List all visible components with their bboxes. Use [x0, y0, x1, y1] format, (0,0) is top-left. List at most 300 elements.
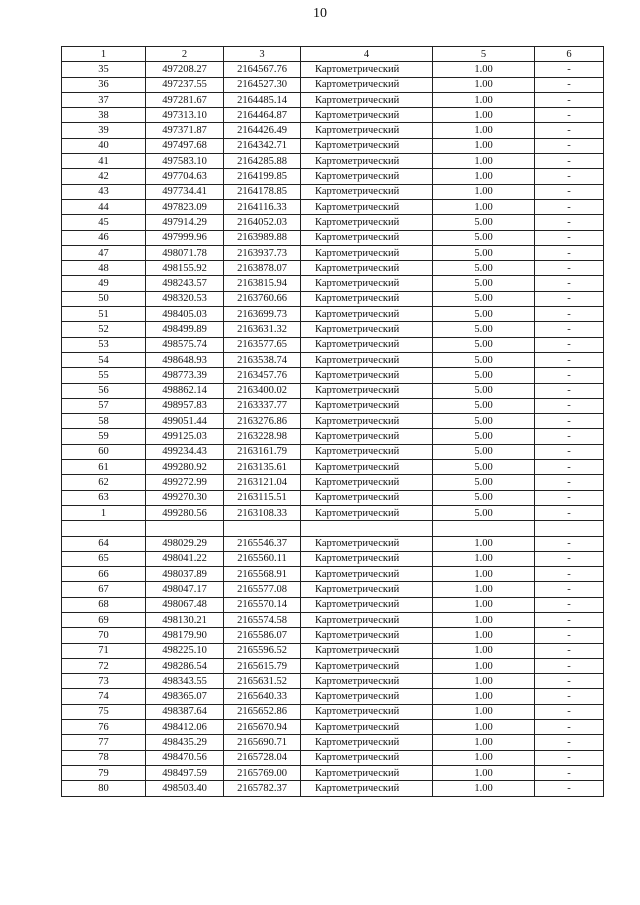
x-coordinate-cell: 498179.90 — [146, 628, 224, 643]
y-coordinate-cell: 2163115.51 — [224, 490, 301, 505]
method-cell: Картометрический — [301, 582, 433, 597]
method-cell: Картометрический — [301, 383, 433, 398]
table-row — [62, 460, 604, 475]
note-cell: - — [535, 261, 604, 276]
point-number-cell: 46 — [62, 230, 146, 245]
point-number-cell: 67 — [62, 582, 146, 597]
method-cell: Картометрический — [301, 720, 433, 735]
x-coordinate-cell: 498365.07 — [146, 689, 224, 704]
y-coordinate-cell: 2163228.98 — [224, 429, 301, 444]
accuracy-cell: 5.00 — [433, 337, 535, 352]
y-coordinate-cell: 2163878.07 — [224, 261, 301, 276]
accuracy-cell: 5.00 — [433, 398, 535, 413]
accuracy-cell: 5.00 — [433, 245, 535, 260]
y-coordinate-cell: 2165631.52 — [224, 674, 301, 689]
note-cell: - — [535, 169, 604, 184]
point-number-cell: 78 — [62, 750, 146, 765]
note-cell: - — [535, 77, 604, 92]
x-coordinate-cell — [146, 521, 224, 536]
x-coordinate-cell: 497823.09 — [146, 199, 224, 214]
y-coordinate-cell: 2163276.86 — [224, 414, 301, 429]
method-cell: Картометрический — [301, 77, 433, 92]
method-cell: Картометрический — [301, 704, 433, 719]
table-row — [62, 123, 604, 138]
x-coordinate-cell: 498286.54 — [146, 658, 224, 673]
y-coordinate-cell: 2165782.37 — [224, 781, 301, 796]
table-row — [62, 781, 604, 796]
point-number-cell: 40 — [62, 138, 146, 153]
note-cell: - — [535, 460, 604, 475]
column-header: 2 — [146, 47, 224, 62]
note-cell: - — [535, 689, 604, 704]
x-coordinate-cell: 497281.67 — [146, 92, 224, 107]
method-cell: Картометрический — [301, 261, 433, 276]
x-coordinate-cell: 498575.74 — [146, 337, 224, 352]
y-coordinate-cell: 2164485.14 — [224, 92, 301, 107]
accuracy-cell: 1.00 — [433, 169, 535, 184]
column-header: 1 — [62, 47, 146, 62]
accuracy-cell: 1.00 — [433, 567, 535, 582]
method-cell: Картометрический — [301, 138, 433, 153]
point-number-cell: 62 — [62, 475, 146, 490]
method-cell: Картометрический — [301, 781, 433, 796]
point-number-cell: 47 — [62, 245, 146, 260]
note-cell: - — [535, 291, 604, 306]
note-cell: - — [535, 567, 604, 582]
point-number-cell: 50 — [62, 291, 146, 306]
accuracy-cell: 1.00 — [433, 77, 535, 92]
method-cell: Картометрический — [301, 169, 433, 184]
table-row — [62, 429, 604, 444]
method-cell: Картометрический — [301, 215, 433, 230]
note-cell: - — [535, 199, 604, 214]
y-coordinate-cell: 2165769.00 — [224, 765, 301, 780]
point-number-cell: 61 — [62, 460, 146, 475]
x-coordinate-cell: 498648.93 — [146, 352, 224, 367]
point-number-cell: 57 — [62, 398, 146, 413]
accuracy-cell: 1.00 — [433, 765, 535, 780]
y-coordinate-cell: 2165577.08 — [224, 582, 301, 597]
method-cell: Картометрический — [301, 643, 433, 658]
table-row — [62, 628, 604, 643]
note-cell: - — [535, 62, 604, 77]
point-number-cell: 41 — [62, 154, 146, 169]
method-cell: Картометрический — [301, 551, 433, 566]
method-cell: Картометрический — [301, 398, 433, 413]
table-row — [62, 184, 604, 199]
table-row — [62, 750, 604, 765]
note-cell: - — [535, 475, 604, 490]
table-row — [62, 689, 604, 704]
method-cell: Картометрический — [301, 628, 433, 643]
note-cell: - — [535, 230, 604, 245]
accuracy-cell: 1.00 — [433, 199, 535, 214]
table-row — [62, 444, 604, 459]
point-number-cell: 53 — [62, 337, 146, 352]
x-coordinate-cell: 498029.29 — [146, 536, 224, 551]
point-number-cell: 35 — [62, 62, 146, 77]
table-row — [62, 230, 604, 245]
note-cell: - — [535, 352, 604, 367]
x-coordinate-cell: 497999.96 — [146, 230, 224, 245]
method-cell — [301, 521, 433, 536]
table-row — [62, 199, 604, 214]
x-coordinate-cell: 499270.30 — [146, 490, 224, 505]
accuracy-cell: 1.00 — [433, 674, 535, 689]
accuracy-cell: 1.00 — [433, 154, 535, 169]
table-row — [62, 92, 604, 107]
point-number-cell: 42 — [62, 169, 146, 184]
note-cell: - — [535, 490, 604, 505]
point-number-cell: 49 — [62, 276, 146, 291]
y-coordinate-cell: 2164426.49 — [224, 123, 301, 138]
table-row — [62, 77, 604, 92]
y-coordinate-cell: 2165570.14 — [224, 597, 301, 612]
method-cell: Картометрический — [301, 154, 433, 169]
point-number-cell: 65 — [62, 551, 146, 566]
point-number-cell: 69 — [62, 612, 146, 627]
point-number-cell: 58 — [62, 414, 146, 429]
x-coordinate-cell: 498503.40 — [146, 781, 224, 796]
x-coordinate-cell: 498343.55 — [146, 674, 224, 689]
accuracy-cell: 1.00 — [433, 643, 535, 658]
table-row — [62, 567, 604, 582]
method-cell: Картометрический — [301, 612, 433, 627]
method-cell: Картометрический — [301, 429, 433, 444]
table-body — [62, 62, 604, 796]
x-coordinate-cell: 498405.03 — [146, 307, 224, 322]
method-cell: Картометрический — [301, 368, 433, 383]
table-row — [62, 169, 604, 184]
note-cell: - — [535, 245, 604, 260]
table-row — [62, 322, 604, 337]
accuracy-cell: 1.00 — [433, 735, 535, 750]
x-coordinate-cell: 498773.39 — [146, 368, 224, 383]
table-row — [62, 337, 604, 352]
note-cell: - — [535, 184, 604, 199]
point-number-cell: 64 — [62, 536, 146, 551]
y-coordinate-cell: 2164052.03 — [224, 215, 301, 230]
table-row — [62, 658, 604, 673]
y-coordinate-cell: 2165640.33 — [224, 689, 301, 704]
method-cell: Картометрический — [301, 184, 433, 199]
note-cell: - — [535, 582, 604, 597]
note-cell: - — [535, 368, 604, 383]
method-cell: Картометрический — [301, 689, 433, 704]
x-coordinate-cell: 498071.78 — [146, 245, 224, 260]
x-coordinate-cell: 498320.53 — [146, 291, 224, 306]
note-cell: - — [535, 123, 604, 138]
note-cell — [535, 521, 604, 536]
x-coordinate-cell: 498412.06 — [146, 720, 224, 735]
x-coordinate-cell: 498497.59 — [146, 765, 224, 780]
page-number: 10 — [313, 6, 327, 21]
accuracy-cell: 5.00 — [433, 307, 535, 322]
point-number-cell: 74 — [62, 689, 146, 704]
y-coordinate-cell: 2164527.30 — [224, 77, 301, 92]
table-row — [62, 720, 604, 735]
method-cell: Картометрический — [301, 658, 433, 673]
x-coordinate-cell: 498499.89 — [146, 322, 224, 337]
accuracy-cell: 1.00 — [433, 597, 535, 612]
x-coordinate-cell: 499125.03 — [146, 429, 224, 444]
method-cell: Картометрический — [301, 567, 433, 582]
point-number-cell: 79 — [62, 765, 146, 780]
y-coordinate-cell: 2163699.73 — [224, 307, 301, 322]
point-number-cell: 43 — [62, 184, 146, 199]
x-coordinate-cell: 498387.64 — [146, 704, 224, 719]
method-cell: Картометрический — [301, 765, 433, 780]
method-cell: Картометрический — [301, 460, 433, 475]
accuracy-cell: 5.00 — [433, 475, 535, 490]
method-cell: Картометрический — [301, 674, 433, 689]
accuracy-cell: 1.00 — [433, 612, 535, 627]
method-cell: Картометрический — [301, 307, 433, 322]
x-coordinate-cell: 497497.68 — [146, 138, 224, 153]
y-coordinate-cell: 2163538.74 — [224, 352, 301, 367]
point-number-cell: 77 — [62, 735, 146, 750]
note-cell: - — [535, 444, 604, 459]
accuracy-cell: 1.00 — [433, 536, 535, 551]
accuracy-cell: 5.00 — [433, 505, 535, 520]
method-cell: Картометрический — [301, 108, 433, 123]
note-cell: - — [535, 643, 604, 658]
note-cell: - — [535, 429, 604, 444]
note-cell: - — [535, 704, 604, 719]
point-number-cell: 45 — [62, 215, 146, 230]
point-number-cell: 44 — [62, 199, 146, 214]
point-number-cell: 76 — [62, 720, 146, 735]
x-coordinate-cell: 497704.63 — [146, 169, 224, 184]
point-number-cell: 55 — [62, 368, 146, 383]
accuracy-cell: 1.00 — [433, 658, 535, 673]
table-row — [62, 62, 604, 77]
table-row — [62, 582, 604, 597]
table-row — [62, 735, 604, 750]
method-cell: Картометрический — [301, 199, 433, 214]
table-row — [62, 612, 604, 627]
x-coordinate-cell: 499234.43 — [146, 444, 224, 459]
table-row — [62, 108, 604, 123]
column-header: 6 — [535, 47, 604, 62]
note-cell: - — [535, 92, 604, 107]
accuracy-cell: 1.00 — [433, 551, 535, 566]
accuracy-cell: 5.00 — [433, 444, 535, 459]
y-coordinate-cell: 2163760.66 — [224, 291, 301, 306]
accuracy-cell: 5.00 — [433, 368, 535, 383]
method-cell: Картометрический — [301, 597, 433, 612]
accuracy-cell: 1.00 — [433, 689, 535, 704]
column-header: 3 — [224, 47, 301, 62]
point-number-cell: 54 — [62, 352, 146, 367]
point-number-cell: 75 — [62, 704, 146, 719]
x-coordinate-cell: 498155.92 — [146, 261, 224, 276]
point-number-cell: 73 — [62, 674, 146, 689]
accuracy-cell: 5.00 — [433, 261, 535, 276]
note-cell: - — [535, 138, 604, 153]
table-row — [62, 138, 604, 153]
note-cell: - — [535, 765, 604, 780]
accuracy-cell: 5.00 — [433, 230, 535, 245]
note-cell: - — [535, 720, 604, 735]
table-row — [62, 551, 604, 566]
method-cell: Картометрический — [301, 62, 433, 77]
point-number-cell: 39 — [62, 123, 146, 138]
table-row — [62, 490, 604, 505]
accuracy-cell: 1.00 — [433, 582, 535, 597]
x-coordinate-cell: 499051.44 — [146, 414, 224, 429]
point-number-cell: 37 — [62, 92, 146, 107]
y-coordinate-cell: 2163989.88 — [224, 230, 301, 245]
accuracy-cell: 1.00 — [433, 628, 535, 643]
note-cell: - — [535, 612, 604, 627]
x-coordinate-cell: 497313.10 — [146, 108, 224, 123]
point-number-cell: 51 — [62, 307, 146, 322]
method-cell: Картометрический — [301, 475, 433, 490]
point-number-cell: 38 — [62, 108, 146, 123]
accuracy-cell: 1.00 — [433, 781, 535, 796]
method-cell: Картометрический — [301, 490, 433, 505]
point-number-cell: 59 — [62, 429, 146, 444]
note-cell: - — [535, 307, 604, 322]
table-row — [62, 704, 604, 719]
table-row — [62, 414, 604, 429]
y-coordinate-cell: 2164199.85 — [224, 169, 301, 184]
point-number-cell: 48 — [62, 261, 146, 276]
y-coordinate-cell: 2165670.94 — [224, 720, 301, 735]
note-cell: - — [535, 597, 604, 612]
accuracy-cell: 1.00 — [433, 720, 535, 735]
note-cell: - — [535, 108, 604, 123]
accuracy-cell: 5.00 — [433, 383, 535, 398]
x-coordinate-cell: 497371.87 — [146, 123, 224, 138]
y-coordinate-cell: 2165615.79 — [224, 658, 301, 673]
table-row — [62, 291, 604, 306]
x-coordinate-cell: 498470.56 — [146, 750, 224, 765]
x-coordinate-cell: 498243.57 — [146, 276, 224, 291]
accuracy-cell: 1.00 — [433, 108, 535, 123]
x-coordinate-cell: 498130.21 — [146, 612, 224, 627]
y-coordinate-cell: 2163135.61 — [224, 460, 301, 475]
y-coordinate-cell: 2165690.71 — [224, 735, 301, 750]
point-number-cell: 70 — [62, 628, 146, 643]
method-cell: Картометрический — [301, 123, 433, 138]
method-cell: Картометрический — [301, 750, 433, 765]
y-coordinate-cell: 2164567.76 — [224, 62, 301, 77]
accuracy-cell: 5.00 — [433, 352, 535, 367]
accuracy-cell — [433, 521, 535, 536]
table-row — [62, 154, 604, 169]
method-cell: Картометрический — [301, 735, 433, 750]
accuracy-cell: 1.00 — [433, 184, 535, 199]
accuracy-cell: 1.00 — [433, 750, 535, 765]
y-coordinate-cell: 2163108.33 — [224, 505, 301, 520]
accuracy-cell: 1.00 — [433, 123, 535, 138]
y-coordinate-cell: 2164116.33 — [224, 199, 301, 214]
coordinates-table — [61, 46, 604, 797]
y-coordinate-cell: 2163400.02 — [224, 383, 301, 398]
y-coordinate-cell: 2165652.86 — [224, 704, 301, 719]
point-number-cell — [62, 521, 146, 536]
note-cell: - — [535, 536, 604, 551]
table-row — [62, 352, 604, 367]
y-coordinate-cell: 2163577.65 — [224, 337, 301, 352]
point-number-cell: 60 — [62, 444, 146, 459]
x-coordinate-cell: 497208.27 — [146, 62, 224, 77]
x-coordinate-cell: 497734.41 — [146, 184, 224, 199]
note-cell: - — [535, 215, 604, 230]
accuracy-cell: 1.00 — [433, 138, 535, 153]
y-coordinate-cell: 2165596.52 — [224, 643, 301, 658]
accuracy-cell: 5.00 — [433, 460, 535, 475]
accuracy-cell: 5.00 — [433, 276, 535, 291]
note-cell: - — [535, 750, 604, 765]
method-cell: Картометрический — [301, 92, 433, 107]
y-coordinate-cell: 2163815.94 — [224, 276, 301, 291]
x-coordinate-cell: 499272.99 — [146, 475, 224, 490]
x-coordinate-cell: 498041.22 — [146, 551, 224, 566]
y-coordinate-cell: 2163937.73 — [224, 245, 301, 260]
point-number-cell: 63 — [62, 490, 146, 505]
point-number-cell: 36 — [62, 77, 146, 92]
method-cell: Картометрический — [301, 337, 433, 352]
x-coordinate-cell: 497583.10 — [146, 154, 224, 169]
note-cell: - — [535, 735, 604, 750]
y-coordinate-cell: 2163161.79 — [224, 444, 301, 459]
method-cell: Картометрический — [301, 245, 433, 260]
table-row — [62, 261, 604, 276]
x-coordinate-cell: 497914.29 — [146, 215, 224, 230]
column-header: 4 — [301, 47, 433, 62]
method-cell: Картометрический — [301, 414, 433, 429]
accuracy-cell: 5.00 — [433, 322, 535, 337]
table-row — [62, 245, 604, 260]
method-cell: Картометрический — [301, 352, 433, 367]
table-row — [62, 475, 604, 490]
y-coordinate-cell — [224, 521, 301, 536]
table-header-row — [62, 47, 604, 62]
accuracy-cell: 5.00 — [433, 215, 535, 230]
note-cell: - — [535, 551, 604, 566]
note-cell: - — [535, 674, 604, 689]
y-coordinate-cell: 2164285.88 — [224, 154, 301, 169]
y-coordinate-cell: 2163121.04 — [224, 475, 301, 490]
method-cell: Картометрический — [301, 444, 433, 459]
y-coordinate-cell: 2164178.85 — [224, 184, 301, 199]
y-coordinate-cell: 2163631.32 — [224, 322, 301, 337]
note-cell: - — [535, 781, 604, 796]
x-coordinate-cell: 499280.92 — [146, 460, 224, 475]
x-coordinate-cell: 498047.17 — [146, 582, 224, 597]
table-row — [62, 215, 604, 230]
note-cell: - — [535, 505, 604, 520]
point-number-cell: 56 — [62, 383, 146, 398]
table-row — [62, 597, 604, 612]
point-number-cell: 80 — [62, 781, 146, 796]
note-cell: - — [535, 276, 604, 291]
accuracy-cell: 5.00 — [433, 429, 535, 444]
note-cell: - — [535, 337, 604, 352]
table-row — [62, 368, 604, 383]
accuracy-cell: 5.00 — [433, 414, 535, 429]
point-number-cell: 68 — [62, 597, 146, 612]
table-row — [62, 674, 604, 689]
point-number-cell: 72 — [62, 658, 146, 673]
accuracy-cell: 5.00 — [433, 291, 535, 306]
point-number-cell: 52 — [62, 322, 146, 337]
table-row — [62, 765, 604, 780]
method-cell: Картометрический — [301, 536, 433, 551]
